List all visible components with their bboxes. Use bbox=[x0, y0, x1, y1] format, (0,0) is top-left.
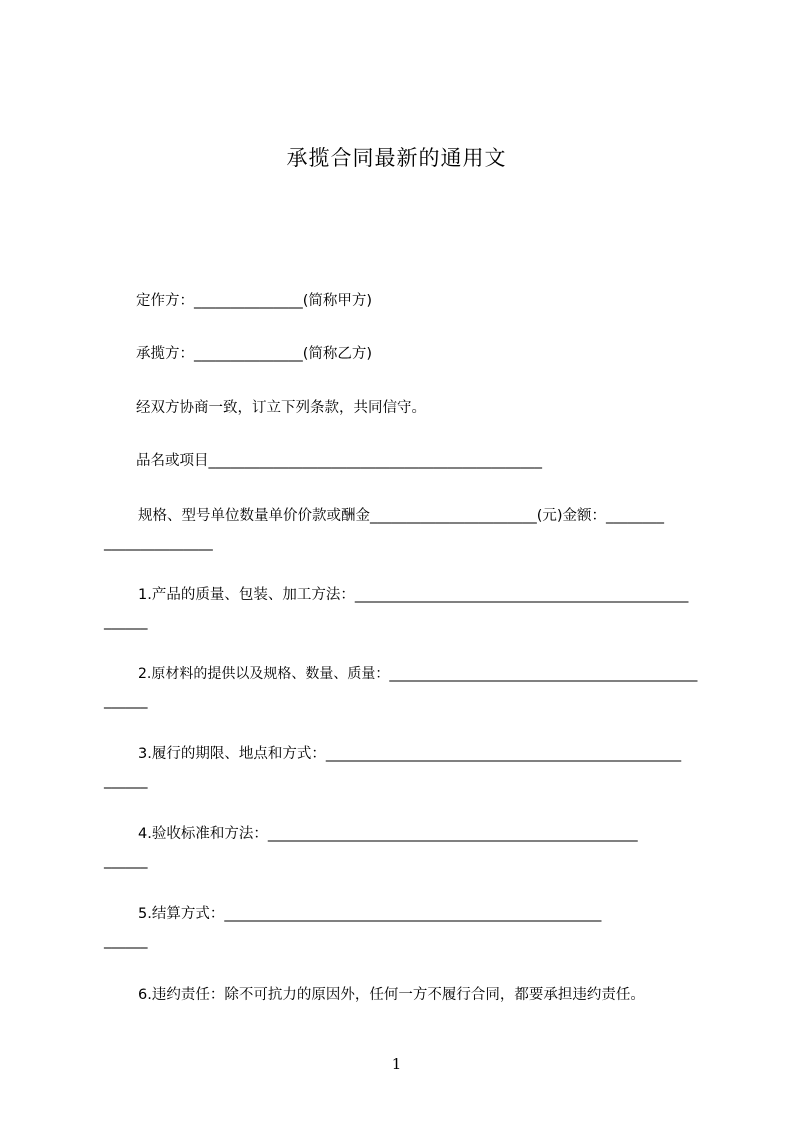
clause-1: 1.产品的质量、包装、加工方法：______________________________________________ bbox=[138, 587, 689, 603]
agreement-intro: 经双方协商一致，订立下列条款，共同信守。 bbox=[136, 400, 426, 416]
clause-5-continuation: ______ bbox=[104, 933, 148, 949]
spec-line-continuation: _______________ bbox=[104, 535, 213, 551]
clause-4-continuation: ______ bbox=[104, 853, 148, 869]
party-b-line: 承揽方：_______________(简称乙方) bbox=[136, 346, 373, 362]
spec-line: 规格、型号单位数量单价价款或酬金_______________________(元)金额：________ bbox=[138, 508, 665, 524]
clause-4: 4.验收标准和方法：___________________________________________________ bbox=[138, 826, 638, 842]
clause-3-continuation: ______ bbox=[104, 773, 148, 789]
clause-5: 5.结算方式：____________________________________________________ bbox=[138, 906, 602, 922]
party-a-line: 定作方：_______________(简称甲方) bbox=[136, 293, 373, 309]
page-number: 1 bbox=[391, 1055, 402, 1073]
document-title: 承揽合同最新的通用文 bbox=[286, 146, 507, 170]
clause-2-continuation: ______ bbox=[104, 693, 148, 709]
clause-1-continuation: ______ bbox=[104, 614, 148, 630]
product-name-line: 品名或项目______________________________________________ bbox=[136, 453, 542, 469]
clause-3: 3.履行的期限、地点和方式：_________________________________________________ bbox=[138, 746, 682, 762]
clause-6: 6.违约责任：除不可抗力的原因外，任何一方不履行合同，都要承担违约责任。 bbox=[138, 987, 645, 1003]
clause-2: 2.原材料的提供以及规格、数量、质量：____________________________________________ bbox=[138, 666, 698, 682]
